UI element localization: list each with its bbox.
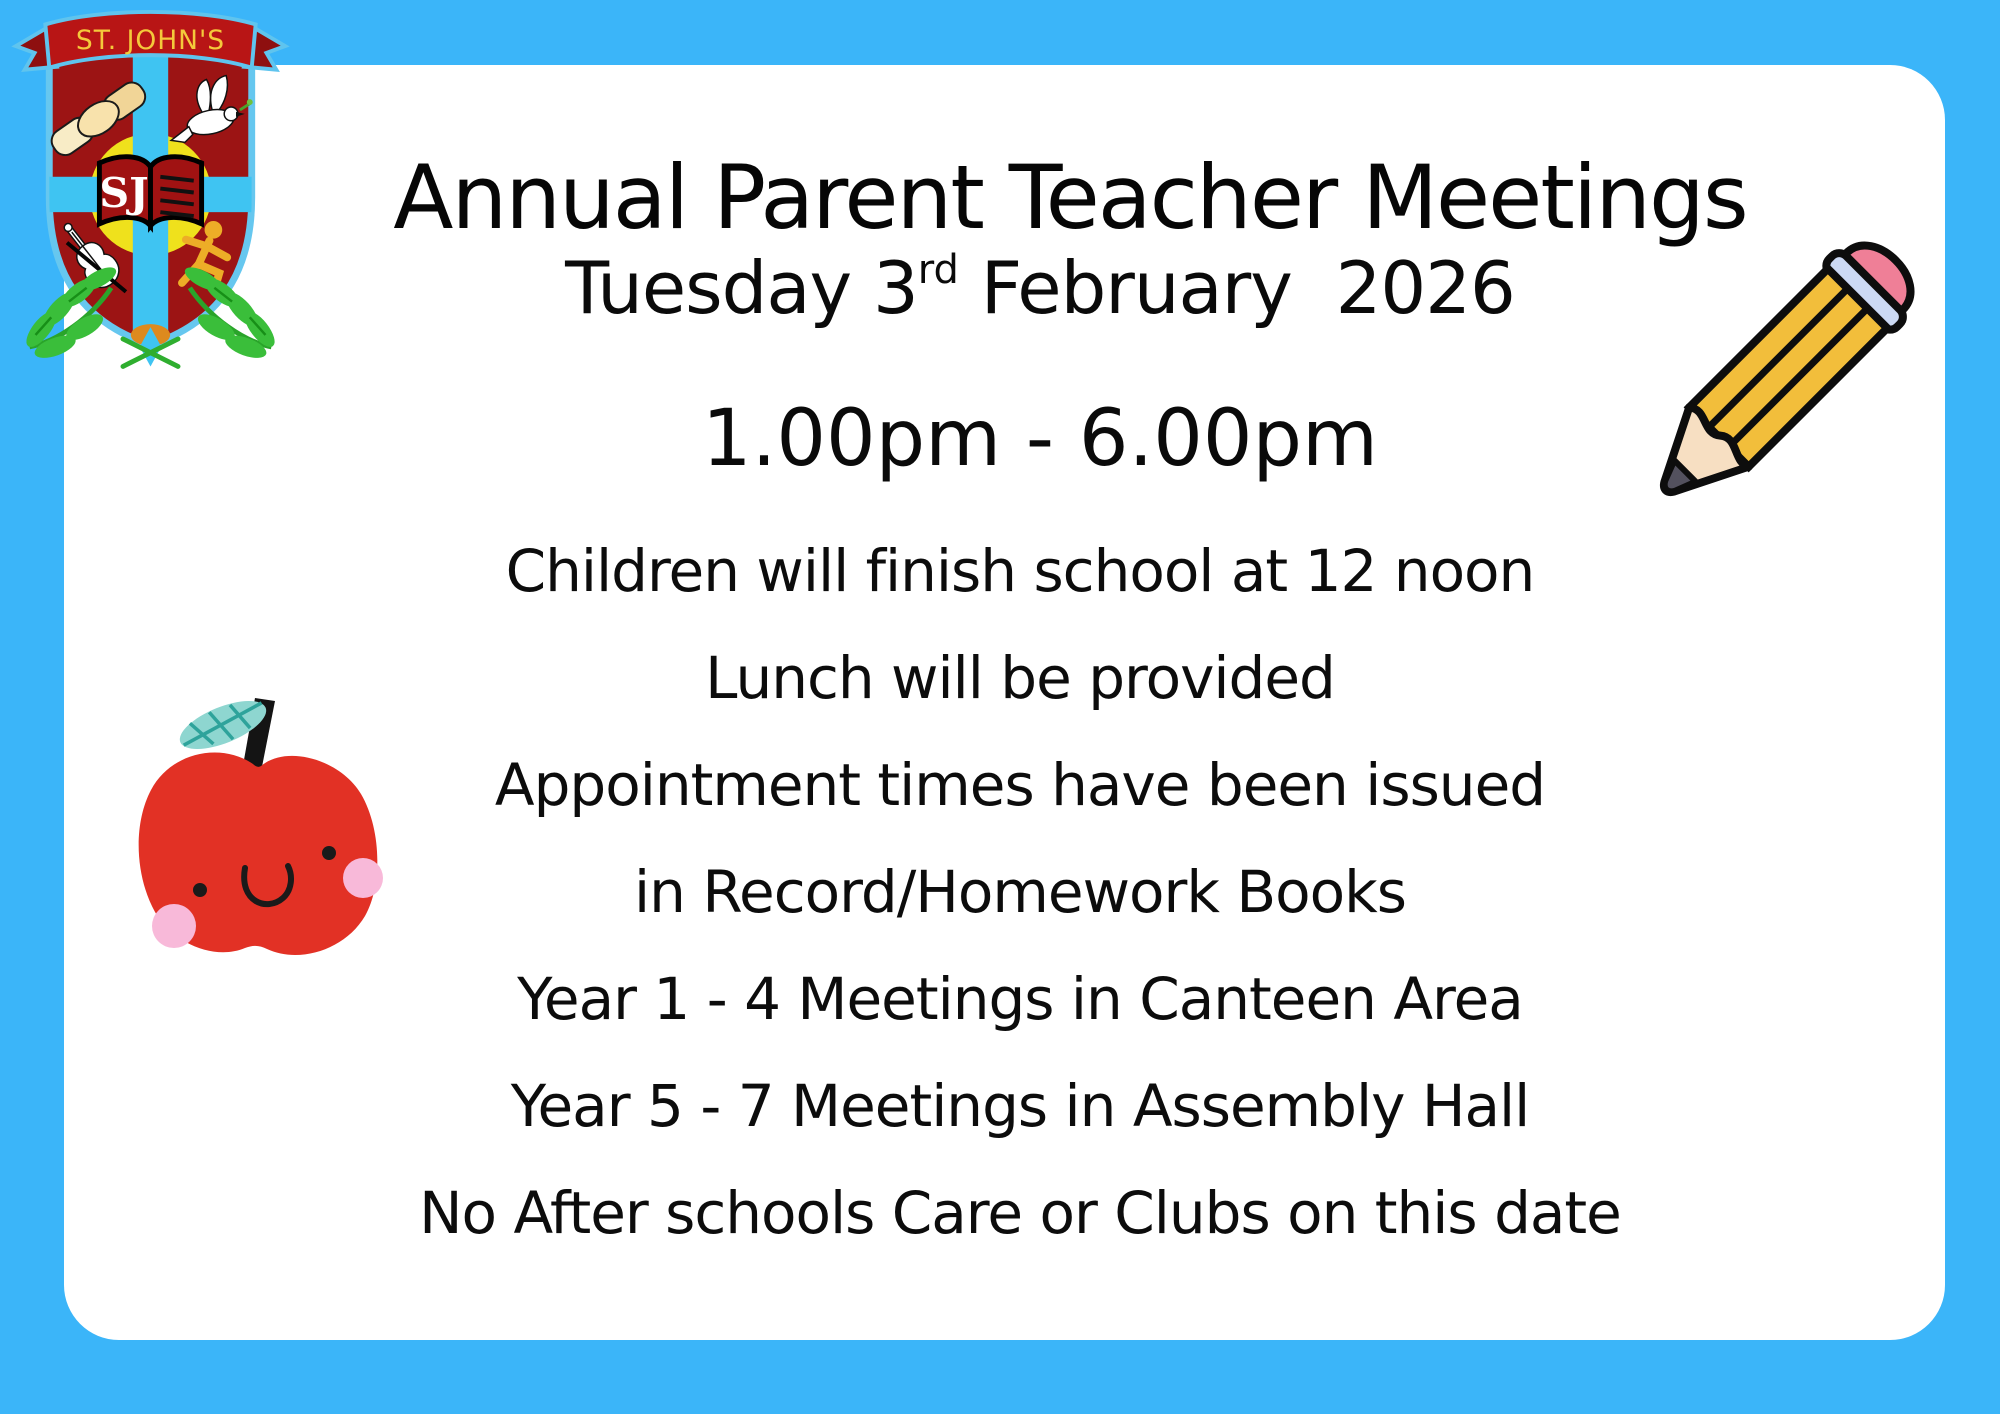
event-time: 1.00pm - 6.00pm [701,394,1379,484]
apple-icon [125,668,387,970]
page-title: Annual Parent Teacher Meetings [393,145,1747,249]
event-date-prefix: Tuesday 3 [565,246,918,330]
body-line: Year 5 - 7 Meetings in Assembly Hall [510,1072,1530,1140]
pencil-icon [1622,198,1946,546]
date-ordinal: rd [917,247,959,293]
crest-book-monogram: SJ [99,168,149,218]
body-line: Appointment times have been issued [494,751,1546,819]
body-line: No After schools Care or Clubs on this date [419,1179,1621,1247]
event-date-suffix: February 2026 [958,246,1515,330]
body-line: Year 1 - 4 Meetings in Canteen Area [517,965,1523,1033]
body-line: in Record/Homework Books [634,858,1406,926]
body-line: Lunch will be provided [705,644,1335,712]
body-line: Children will finish school at 12 noon [505,537,1535,605]
crest-banner-text: ST. JOHN'S [75,25,226,57]
crest-book-icon [99,157,201,226]
